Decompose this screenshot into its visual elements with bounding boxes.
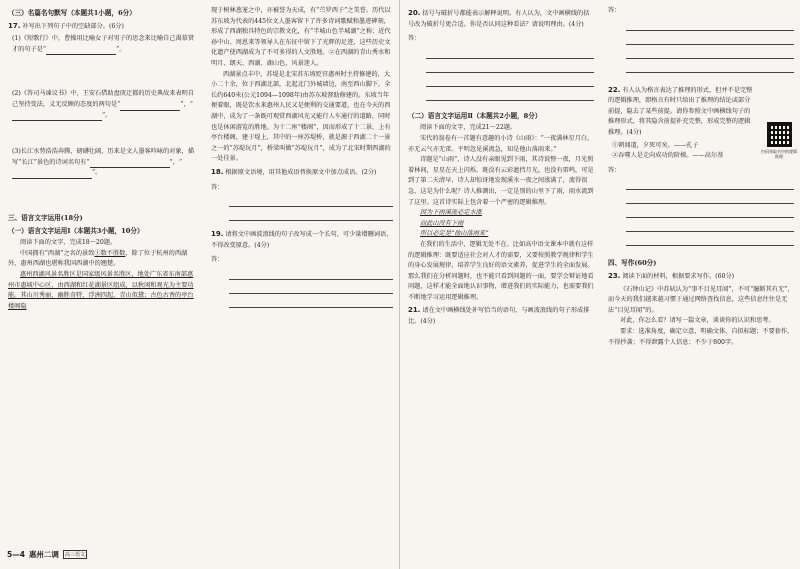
logic-premise-1: 因为下雨溪流必定水涨	[420, 209, 482, 217]
answer-line[interactable]	[626, 31, 794, 45]
question-text: (2)《答司马谏议书》中，王安石借助盘庚迁都的历史典故来表明自己坚持变法，义无反顾的态度的两句是“	[12, 90, 195, 108]
question-23	[608, 271, 794, 283]
question-19	[211, 229, 393, 251]
section-title-language: 三、语言文字运用(18分)	[8, 213, 83, 222]
passage-paragraph: 宋代的翁卷有一首题有意趣的小诗《山雨》：“一夜满林星月白，亦无云气亦无雷。平明忽见溪流急，知是他山落雨来。”	[408, 134, 594, 153]
question-stem: 请将文中画波浪线的句子改写成一个长句，可少量增删词语，不得改变原意。(4分)	[211, 231, 393, 249]
answer-label: 答：	[608, 166, 621, 174]
question-17-part-1	[12, 34, 197, 55]
section-subtitle-2: （二）语言文字运用Ⅱ（本题共2小题，8分）	[408, 111, 542, 120]
answer-line[interactable]	[426, 87, 594, 101]
answer-blank[interactable]	[46, 46, 116, 55]
writing-requirements: 要求：选准角度，确定立意，明确文体，自拟标题；不要套作，不得抄袭；不得泄露个人信息；不少于800字。	[608, 327, 794, 346]
question-number: 17.	[8, 21, 21, 30]
answer-line[interactable]	[426, 59, 594, 73]
question-17-part-3	[12, 147, 197, 179]
question-18	[211, 167, 393, 179]
answer-line[interactable]	[626, 190, 794, 204]
question-stem: 补写出下列句子中的空缺部分。(6分)	[22, 22, 124, 30]
reading-instruction: 阅读下面的文字，完成18～20题。	[20, 239, 117, 247]
passage-paragraph: 西湖景点丰中，苏堤是北宋苏东坡贬官惠州时主持修建的，大小二十余，位于西湖北部，北起北门外城墙边，南至西山脚下，全长约640米(公元1094—1098年)由苏东坡督助修建的。东坡当年便着眼，既是饮水来惠州人民又是便利的交通要道，也在今天的西湖中，成为了一条既可观赏西湖风光又能行人车通行的道路，同时也是休闲游览的胜地。为十二座“楼阁”，因而形成了十二景，上有亭台楼阁，建于堤上，其中的一座苏堤桥，就是源于西湖二十一景之一的“苏堤玩月”，桥梁叫做“苏堤玩月”，成为了北宋时期西湖的一处佳景。	[211, 70, 391, 163]
question-stem: 阅读下面的材料，根据要求写作。(60分)	[622, 272, 735, 280]
section-title-3: （三）名篇名句默写（本题共1小题，6分）	[8, 9, 136, 17]
column-1	[0, 0, 203, 569]
question-stem: 括号与破折号都能表示解释说明。有人认为，文中画横线的括号改为破折号更合适。你是否认同这种看法？请说明理由。(4分)	[408, 10, 590, 28]
question-text: (1)《短歌行》中，曹操用比喻女子对男子的思念来比喻自己渴慕贤才的句子是“	[12, 35, 195, 53]
passage-paragraph: 诗题是“山雨”，诗人没有亲眼见到下雨，其诗说整一夜，月光照着林间，星星在天上闪烁，既没有云彩遮挡月光，也没有雷鸣，可是到了第二天清早，诗人却惊讶地发现溪水一夜之间涨满了，流得很急，这是为什么呢？诗人推测出，一定是别的山里下了雨，雨水流到了这里。这首诗实际上包含着一个严密的逻辑推理。	[408, 156, 594, 206]
passage-text: 中国拥有“西湖”之名的景致	[20, 249, 95, 257]
passage-paragraph: 现于树林葱茏之中，亦被誉为天成，有“苎罗西子”之美誉。历代以苏东坡为代表的445位文人墨客留下了许多诗词歌赋和墨迹碑刻，形成了西湖独具特色的宗教文化，有“半城山色半城湖”之称；近代孙中山、周恩来等领导人在东征中留下了光辉的足迹，这些历史文化遗产使西湖成为了不可多得的人文胜地。②在西湖的青山秀水和明月、朗天、西湖、湖山色、风景迷人。	[211, 7, 391, 67]
question-stem: 有人认为格言表达了推理的形式，但并不是完整的逻辑推理，即格言有时只给出了推理的结论或部分前提，隐去了某些前提。请你参照文中画横线句子的推理形式，将其隐含前提补充完整，形成完整的逻辑推理。(4分)	[608, 86, 753, 136]
question-number: 23.	[608, 271, 621, 280]
answer-blank[interactable]	[120, 102, 180, 111]
answer-label: 答：	[608, 7, 621, 14]
answer-label: 答：	[408, 35, 421, 43]
page-number: 5—4	[7, 550, 25, 559]
answer-line[interactable]	[229, 294, 393, 308]
question-text: ”，“	[169, 158, 183, 166]
writing-material: 《石钟山记》中苏轼认为“事不目见耳闻”，不可“臆断其有无”，而今天的我们越来越习惯于通过网络查找信息，这些信息往往是无法“目见耳闻”的。	[608, 285, 794, 314]
question-text: ”，“	[180, 100, 193, 108]
question-22-item-1: ①朝闻道，夕死可矣。——孔子	[612, 141, 699, 149]
qr-code-icon[interactable]	[767, 122, 792, 147]
page-footer	[7, 549, 87, 560]
answer-line[interactable]	[626, 204, 794, 218]
answer-line[interactable]	[626, 45, 794, 59]
qr-caption: 扫码领取书中的逻辑推理	[761, 149, 797, 159]
answer-blank[interactable]	[90, 159, 170, 168]
answer-blank[interactable]	[12, 112, 102, 121]
answer-line[interactable]	[626, 59, 794, 73]
answer-line[interactable]	[426, 73, 594, 87]
question-text: ”。	[92, 169, 102, 177]
question-21	[408, 305, 594, 327]
question-text: ”。	[102, 111, 112, 119]
question-20	[408, 8, 594, 30]
question-number: 19.	[211, 230, 224, 239]
question-number: 20.	[408, 9, 421, 17]
column-3	[400, 0, 600, 569]
passage-paragraph: 惠州西湖风景名胜区是国家级风景名胜区，地处广东省东南部惠州市惠城中心区，由西湖和红花湖景区组成，以秋闲和观光为主要功能。其山川秀丽，幽胜奇特，浮洲四起，青山似黛；古色古香的亭台楼阁隐	[8, 270, 194, 310]
passage-paragraph	[8, 249, 197, 270]
section-subtitle-1: （一）语言文字运用Ⅰ（本题共3小题，10分）	[8, 226, 144, 235]
question-17-part-2	[12, 89, 197, 121]
subject-badge: 高三语文	[64, 552, 85, 558]
writing-prompt: 对此，你怎么看？请写一篇文章，谈谈你的认识和思考。	[620, 317, 775, 325]
answer-line[interactable]	[229, 207, 393, 221]
passage-paragraph: 在我们的生活中，逻辑无处不在。比如高中语文课本中就有这样的逻辑推理：既要适应社会对人才的需要，又要按照教学规律和学生的身心发展规律，培养学生良好的语文素养，促进学生的全面发展。那么我们在分析问题时，也不能只看到问题的一面，要学会辩证地看问题，这样才能全面地认识事物，增进我们的实际能力，也需要我们不断地学习运用逻辑推理。	[408, 240, 594, 301]
answer-line[interactable]	[626, 17, 794, 31]
passage-text: ，除了位于杭州的西湖外，惠州西湖也堪称我国西湖中的翘楚。	[8, 249, 188, 268]
section-title-writing: 四、写作(60分)	[608, 259, 657, 268]
logic-premise-2: 而此山没有下雨	[420, 219, 464, 227]
answer-line[interactable]	[229, 193, 393, 207]
answer-line[interactable]	[426, 45, 594, 59]
column-4	[600, 0, 800, 569]
question-stem: 请在文中画横线处补写恰当的语句，与画波浪线的句子形成排比。(4分)	[408, 307, 590, 326]
question-number: 18.	[211, 167, 224, 176]
question-17	[8, 21, 197, 33]
question-number: 21.	[408, 306, 421, 315]
question-text: ”。	[116, 45, 126, 53]
answer-label: 答：	[211, 256, 224, 264]
question-22-item-2: ②吞噬人是走向成功的阶梯。——高尔基	[612, 152, 724, 160]
answer-line[interactable]	[626, 176, 794, 190]
answer-line[interactable]	[626, 232, 794, 246]
answer-label: 答：	[211, 183, 224, 191]
reading-instruction: 阅读下面的文字，完成21～22题。	[420, 124, 517, 132]
column-2	[203, 0, 400, 569]
question-stem: 根据原文语境，用其他成语替换原文中加点成语。(2分)	[225, 168, 377, 176]
answer-blank[interactable]	[12, 170, 92, 179]
answer-line[interactable]	[229, 266, 393, 280]
logic-conclusion: 所以必定是“他山落雨来”	[420, 230, 489, 238]
marked-phrase: ①数不胜数	[94, 249, 126, 257]
exam-label: 惠州二调	[28, 550, 59, 559]
answer-line[interactable]	[229, 280, 393, 294]
answer-line[interactable]	[626, 218, 794, 232]
question-number: 22.	[608, 85, 621, 94]
question-text: (3)长江水势浩浩奔腾，磅礴壮阔，历来是文人墨客吟咏的对象，描写“长江”景色的诗词名句有“	[12, 148, 195, 166]
